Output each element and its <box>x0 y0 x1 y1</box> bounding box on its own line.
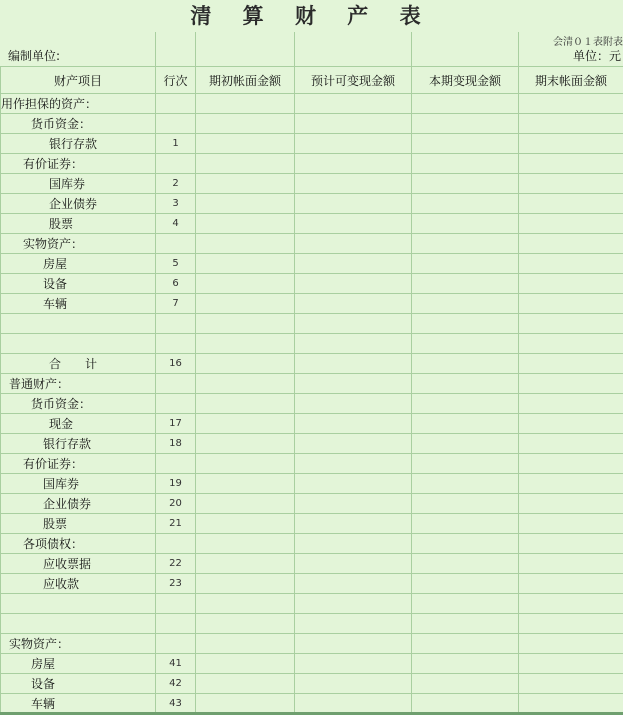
closing-value-cell[interactable] <box>519 414 623 434</box>
line-number-cell[interactable]: 43 <box>156 694 196 714</box>
asset-item-cell[interactable]: 货币资金： <box>1 114 156 134</box>
opening-value-cell[interactable] <box>196 494 295 514</box>
line-number-cell[interactable] <box>156 94 196 114</box>
line-number-cell[interactable]: 21 <box>156 514 196 534</box>
realized-value-cell[interactable] <box>412 694 519 714</box>
opening-value-cell[interactable] <box>196 394 295 414</box>
opening-value-cell[interactable] <box>196 294 295 314</box>
asset-item-cell[interactable]: 股票 <box>1 214 156 234</box>
realized-value-cell[interactable] <box>412 274 519 294</box>
line-number-cell[interactable]: 1 <box>156 134 196 154</box>
table-row <box>1 634 623 654</box>
asset-item-cell[interactable]: 合 计 <box>1 354 156 374</box>
table-row <box>1 254 623 274</box>
closing-value-cell[interactable] <box>519 294 623 314</box>
table-row <box>1 194 623 214</box>
column-header-line-no: 行次 <box>156 67 196 94</box>
closing-value-cell[interactable] <box>519 94 623 114</box>
estimated-value-cell[interactable] <box>295 614 412 634</box>
closing-value-cell[interactable] <box>519 134 623 154</box>
closing-value-cell[interactable] <box>519 394 623 414</box>
estimated-value-cell[interactable] <box>295 574 412 594</box>
realized-value-cell[interactable] <box>412 594 519 614</box>
closing-value-cell[interactable] <box>519 474 623 494</box>
opening-value-cell[interactable] <box>196 154 295 174</box>
realized-value-cell[interactable] <box>412 454 519 474</box>
asset-item-cell[interactable]: 企业债券 <box>1 194 156 214</box>
realized-value-cell[interactable] <box>412 574 519 594</box>
closing-value-cell[interactable] <box>519 654 623 674</box>
closing-value-cell[interactable] <box>519 674 623 694</box>
realized-value-cell[interactable] <box>412 134 519 154</box>
estimated-value-cell[interactable] <box>295 494 412 514</box>
asset-table <box>0 66 623 714</box>
asset-item-cell[interactable]: 国库券 <box>1 474 156 494</box>
line-number-cell[interactable] <box>156 614 196 634</box>
estimated-value-cell[interactable] <box>295 414 412 434</box>
realized-value-cell[interactable] <box>412 314 519 334</box>
table-row <box>1 654 623 674</box>
closing-value-cell[interactable] <box>519 174 623 194</box>
opening-value-cell[interactable] <box>196 174 295 194</box>
table-row <box>1 694 623 714</box>
table-row <box>1 514 623 534</box>
asset-item-cell[interactable]: 应收款 <box>1 574 156 594</box>
opening-value-cell[interactable] <box>196 134 295 154</box>
table-row <box>1 334 623 354</box>
closing-value-cell[interactable] <box>519 694 623 714</box>
realized-value-cell[interactable] <box>412 614 519 634</box>
estimated-value-cell[interactable] <box>295 154 412 174</box>
table-row <box>1 294 623 314</box>
estimated-value-cell[interactable] <box>295 654 412 674</box>
line-number-cell[interactable]: 16 <box>156 354 196 374</box>
asset-item-cell[interactable]: 国库券 <box>1 174 156 194</box>
realized-value-cell[interactable] <box>412 514 519 534</box>
column-header-closing-value: 期末帐面金额 <box>519 67 623 94</box>
estimated-value-cell[interactable] <box>295 454 412 474</box>
closing-value-cell[interactable] <box>519 454 623 474</box>
closing-value-cell[interactable] <box>519 634 623 654</box>
asset-item-cell[interactable]: 企业债券 <box>1 494 156 514</box>
line-number-cell[interactable]: 5 <box>156 254 196 274</box>
realized-value-cell[interactable] <box>412 434 519 454</box>
form-code: 会清０１表附表 <box>553 37 623 48</box>
asset-item-cell[interactable]: 设备 <box>1 274 156 294</box>
estimated-value-cell[interactable] <box>295 674 412 694</box>
asset-item-cell[interactable]: 银行存款 <box>1 134 156 154</box>
line-number-cell[interactable] <box>156 594 196 614</box>
asset-item-cell[interactable]: 实物资产： <box>1 234 156 254</box>
unit-label: 编制单位: <box>8 49 61 63</box>
currency-unit: 单位：元 <box>572 49 621 63</box>
line-number-cell[interactable]: 18 <box>156 434 196 454</box>
estimated-value-cell[interactable] <box>295 234 412 254</box>
opening-value-cell[interactable] <box>196 194 295 214</box>
closing-value-cell[interactable] <box>519 594 623 614</box>
realized-value-cell[interactable] <box>412 494 519 514</box>
report-title: 清 算 财 产 表 <box>190 3 433 28</box>
line-number-cell[interactable]: 3 <box>156 194 196 214</box>
opening-value-cell[interactable] <box>196 534 295 554</box>
asset-item-cell[interactable]: 车辆 <box>1 694 156 714</box>
realized-value-cell[interactable] <box>412 214 519 234</box>
table-row <box>1 174 623 194</box>
closing-value-cell[interactable] <box>519 354 623 374</box>
line-number-cell[interactable]: 17 <box>156 414 196 434</box>
opening-value-cell[interactable] <box>196 474 295 494</box>
opening-value-cell[interactable] <box>196 434 295 454</box>
opening-value-cell[interactable] <box>196 614 295 634</box>
estimated-value-cell[interactable] <box>295 594 412 614</box>
line-number-cell[interactable] <box>156 634 196 654</box>
closing-value-cell[interactable] <box>519 494 623 514</box>
table-row <box>1 674 623 694</box>
opening-value-cell[interactable] <box>196 374 295 394</box>
table-row <box>1 414 623 434</box>
closing-value-cell[interactable] <box>519 374 623 394</box>
table-row <box>1 534 623 554</box>
line-number-cell[interactable]: 20 <box>156 494 196 514</box>
realized-value-cell[interactable] <box>412 174 519 194</box>
estimated-value-cell[interactable] <box>295 434 412 454</box>
closing-value-cell[interactable] <box>519 234 623 254</box>
asset-item-cell[interactable] <box>1 614 156 634</box>
estimated-value-cell[interactable] <box>295 534 412 554</box>
line-number-cell[interactable]: 23 <box>156 574 196 594</box>
line-number-cell[interactable]: 7 <box>156 294 196 314</box>
realized-value-cell[interactable] <box>412 634 519 654</box>
realized-value-cell[interactable] <box>412 654 519 674</box>
line-number-cell[interactable] <box>156 454 196 474</box>
line-number-cell[interactable] <box>156 154 196 174</box>
asset-item-cell[interactable]: 普通财产： <box>1 374 156 394</box>
opening-value-cell[interactable] <box>196 234 295 254</box>
line-number-cell[interactable]: 41 <box>156 654 196 674</box>
table-row <box>1 374 623 394</box>
line-number-cell[interactable] <box>156 334 196 354</box>
line-number-cell[interactable] <box>156 534 196 554</box>
closing-value-cell[interactable] <box>519 274 623 294</box>
realized-value-cell[interactable] <box>412 674 519 694</box>
estimated-value-cell[interactable] <box>295 474 412 494</box>
realized-value-cell[interactable] <box>412 334 519 354</box>
estimated-value-cell[interactable] <box>295 514 412 534</box>
realized-value-cell[interactable] <box>412 294 519 314</box>
realized-value-cell[interactable] <box>412 154 519 174</box>
table-row <box>1 214 623 234</box>
opening-value-cell[interactable] <box>196 674 295 694</box>
estimated-value-cell[interactable] <box>295 694 412 714</box>
closing-value-cell[interactable] <box>519 194 623 214</box>
line-number-cell[interactable] <box>156 374 196 394</box>
estimated-value-cell[interactable] <box>295 394 412 414</box>
asset-item-cell[interactable]: 有价证券： <box>1 454 156 474</box>
estimated-value-cell[interactable] <box>295 634 412 654</box>
line-number-cell[interactable]: 22 <box>156 554 196 574</box>
closing-value-cell[interactable] <box>519 114 623 134</box>
realized-value-cell[interactable] <box>412 394 519 414</box>
realized-value-cell[interactable] <box>412 474 519 494</box>
asset-item-cell[interactable]: 应收票据 <box>1 554 156 574</box>
opening-value-cell[interactable] <box>196 334 295 354</box>
estimated-value-cell[interactable] <box>295 214 412 234</box>
opening-value-cell[interactable] <box>196 94 295 114</box>
estimated-value-cell[interactable] <box>295 294 412 314</box>
asset-item-cell[interactable]: 设备 <box>1 674 156 694</box>
opening-value-cell[interactable] <box>196 314 295 334</box>
table-row <box>1 434 623 454</box>
opening-value-cell[interactable] <box>196 114 295 134</box>
opening-value-cell[interactable] <box>196 634 295 654</box>
line-number-cell[interactable]: 2 <box>156 174 196 194</box>
table-header-row <box>1 67 623 94</box>
realized-value-cell[interactable] <box>412 414 519 434</box>
line-number-cell[interactable] <box>156 314 196 334</box>
estimated-value-cell[interactable] <box>295 254 412 274</box>
opening-value-cell[interactable] <box>196 414 295 434</box>
opening-value-cell[interactable] <box>196 274 295 294</box>
table-row <box>1 134 623 154</box>
column-header-opening-value: 期初帐面金额 <box>196 67 295 94</box>
estimated-value-cell[interactable] <box>295 354 412 374</box>
line-number-cell[interactable] <box>156 114 196 134</box>
opening-value-cell[interactable] <box>196 354 295 374</box>
opening-value-cell[interactable] <box>196 514 295 534</box>
asset-item-cell[interactable]: 房屋 <box>1 254 156 274</box>
asset-item-cell[interactable]: 股票 <box>1 514 156 534</box>
estimated-value-cell[interactable] <box>295 314 412 334</box>
closing-value-cell[interactable] <box>519 314 623 334</box>
table-row <box>1 554 623 574</box>
table-row <box>1 614 623 634</box>
estimated-value-cell[interactable] <box>295 194 412 214</box>
table-row <box>1 474 623 494</box>
realized-value-cell[interactable] <box>412 374 519 394</box>
asset-item-cell[interactable]: 实物资产： <box>1 634 156 654</box>
column-header-estimated-value: 预计可变现金额 <box>295 67 412 94</box>
realized-value-cell[interactable] <box>412 234 519 254</box>
asset-item-cell[interactable]: 用作担保的资产： <box>1 94 156 114</box>
realized-value-cell[interactable] <box>412 554 519 574</box>
table-row <box>1 114 623 134</box>
table-row <box>1 594 623 614</box>
estimated-value-cell[interactable] <box>295 334 412 354</box>
opening-value-cell[interactable] <box>196 554 295 574</box>
realized-value-cell[interactable] <box>412 354 519 374</box>
asset-item-cell[interactable]: 货币资金： <box>1 394 156 414</box>
realized-value-cell[interactable] <box>412 194 519 214</box>
closing-value-cell[interactable] <box>519 554 623 574</box>
line-number-cell[interactable]: 6 <box>156 274 196 294</box>
estimated-value-cell[interactable] <box>295 554 412 574</box>
asset-item-cell[interactable]: 有价证券： <box>1 154 156 174</box>
line-number-cell[interactable]: 19 <box>156 474 196 494</box>
closing-value-cell[interactable] <box>519 154 623 174</box>
column-header-realized-value: 本期变现金额 <box>412 67 519 94</box>
table-row <box>1 494 623 514</box>
realized-value-cell[interactable] <box>412 254 519 274</box>
table-row <box>1 274 623 294</box>
closing-value-cell[interactable] <box>519 434 623 454</box>
closing-value-cell[interactable] <box>519 514 623 534</box>
table-row <box>1 234 623 254</box>
closing-value-cell[interactable] <box>519 214 623 234</box>
closing-value-cell[interactable] <box>519 614 623 634</box>
line-number-cell[interactable]: 42 <box>156 674 196 694</box>
line-number-cell[interactable]: 4 <box>156 214 196 234</box>
asset-item-cell[interactable] <box>1 594 156 614</box>
asset-item-cell[interactable]: 房屋 <box>1 654 156 674</box>
realized-value-cell[interactable] <box>412 534 519 554</box>
asset-item-cell[interactable]: 各项债权： <box>1 534 156 554</box>
table-row <box>1 94 623 114</box>
table-row <box>1 454 623 474</box>
table-row <box>1 574 623 594</box>
line-number-cell[interactable] <box>156 394 196 414</box>
column-header-item: 财产项目 <box>1 67 156 94</box>
opening-value-cell[interactable] <box>196 654 295 674</box>
line-number-cell[interactable] <box>156 234 196 254</box>
asset-item-cell[interactable] <box>1 314 156 334</box>
opening-value-cell[interactable] <box>196 454 295 474</box>
opening-value-cell[interactable] <box>196 574 295 594</box>
asset-item-cell[interactable] <box>1 334 156 354</box>
table-row <box>1 354 623 374</box>
closing-value-cell[interactable] <box>519 334 623 354</box>
opening-value-cell[interactable] <box>196 214 295 234</box>
estimated-value-cell[interactable] <box>295 374 412 394</box>
opening-value-cell[interactable] <box>196 694 295 714</box>
opening-value-cell[interactable] <box>196 254 295 274</box>
opening-value-cell[interactable] <box>196 594 295 614</box>
asset-item-cell[interactable]: 车辆 <box>1 294 156 314</box>
table-row <box>1 154 623 174</box>
table-row <box>1 394 623 414</box>
asset-item-cell[interactable]: 现金 <box>1 414 156 434</box>
estimated-value-cell[interactable] <box>295 134 412 154</box>
closing-value-cell[interactable] <box>519 574 623 594</box>
realized-value-cell[interactable] <box>412 94 519 114</box>
asset-item-cell[interactable]: 银行存款 <box>1 434 156 454</box>
estimated-value-cell[interactable] <box>295 94 412 114</box>
estimated-value-cell[interactable] <box>295 174 412 194</box>
closing-value-cell[interactable] <box>519 534 623 554</box>
closing-value-cell[interactable] <box>519 254 623 274</box>
table-row <box>1 314 623 334</box>
estimated-value-cell[interactable] <box>295 274 412 294</box>
realized-value-cell[interactable] <box>412 114 519 134</box>
estimated-value-cell[interactable] <box>295 114 412 134</box>
